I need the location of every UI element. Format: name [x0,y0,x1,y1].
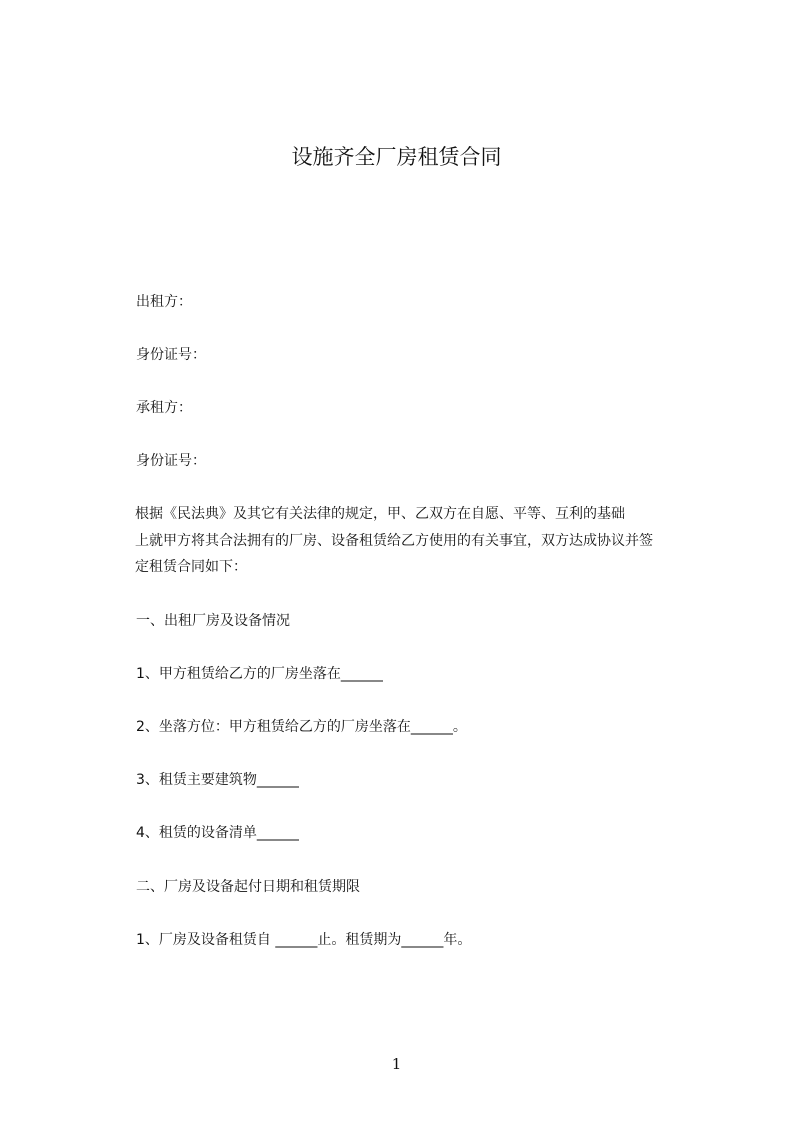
party-a-id-label: 身份证号： [136,347,206,363]
preamble-line: 上就甲方将其合法拥有的厂房、设备租赁给乙方使用的有关事宜，双方达成协议并签 [135,532,653,549]
page-number: 1 [391,1055,402,1073]
section1-item: 4、租赁的设备清单______ [136,825,299,841]
section1-item: 2、坐落方位：甲方租赁给乙方的厂房坐落在______。 [136,719,467,735]
document-title: 设施齐全厂房租赁合同 [291,145,502,169]
preamble-line: 根据《民法典》及其它有关法律的规定，甲、乙双方在自愿、平等、互利的基础 [135,506,625,522]
section1-item: 1、甲方租赁给乙方的厂房坐落在______ [136,666,383,682]
party-b-id-label: 身份证号： [136,453,206,469]
party-b-label: 承租方： [136,400,192,416]
section2-heading: 二、厂房及设备起付日期和租赁期限 [136,879,360,895]
preamble-paragraph [134,501,708,581]
section1-heading: 一、出租厂房及设备情况 [136,613,290,629]
section1-item: 3、租赁主要建筑物______ [136,772,299,788]
section2-item: 1、厂房及设备租赁自 ______止。租赁期为______年。 [136,932,472,948]
party-a-label: 出租方： [136,294,192,310]
preamble-line: 定租赁合同如下： [135,559,247,575]
